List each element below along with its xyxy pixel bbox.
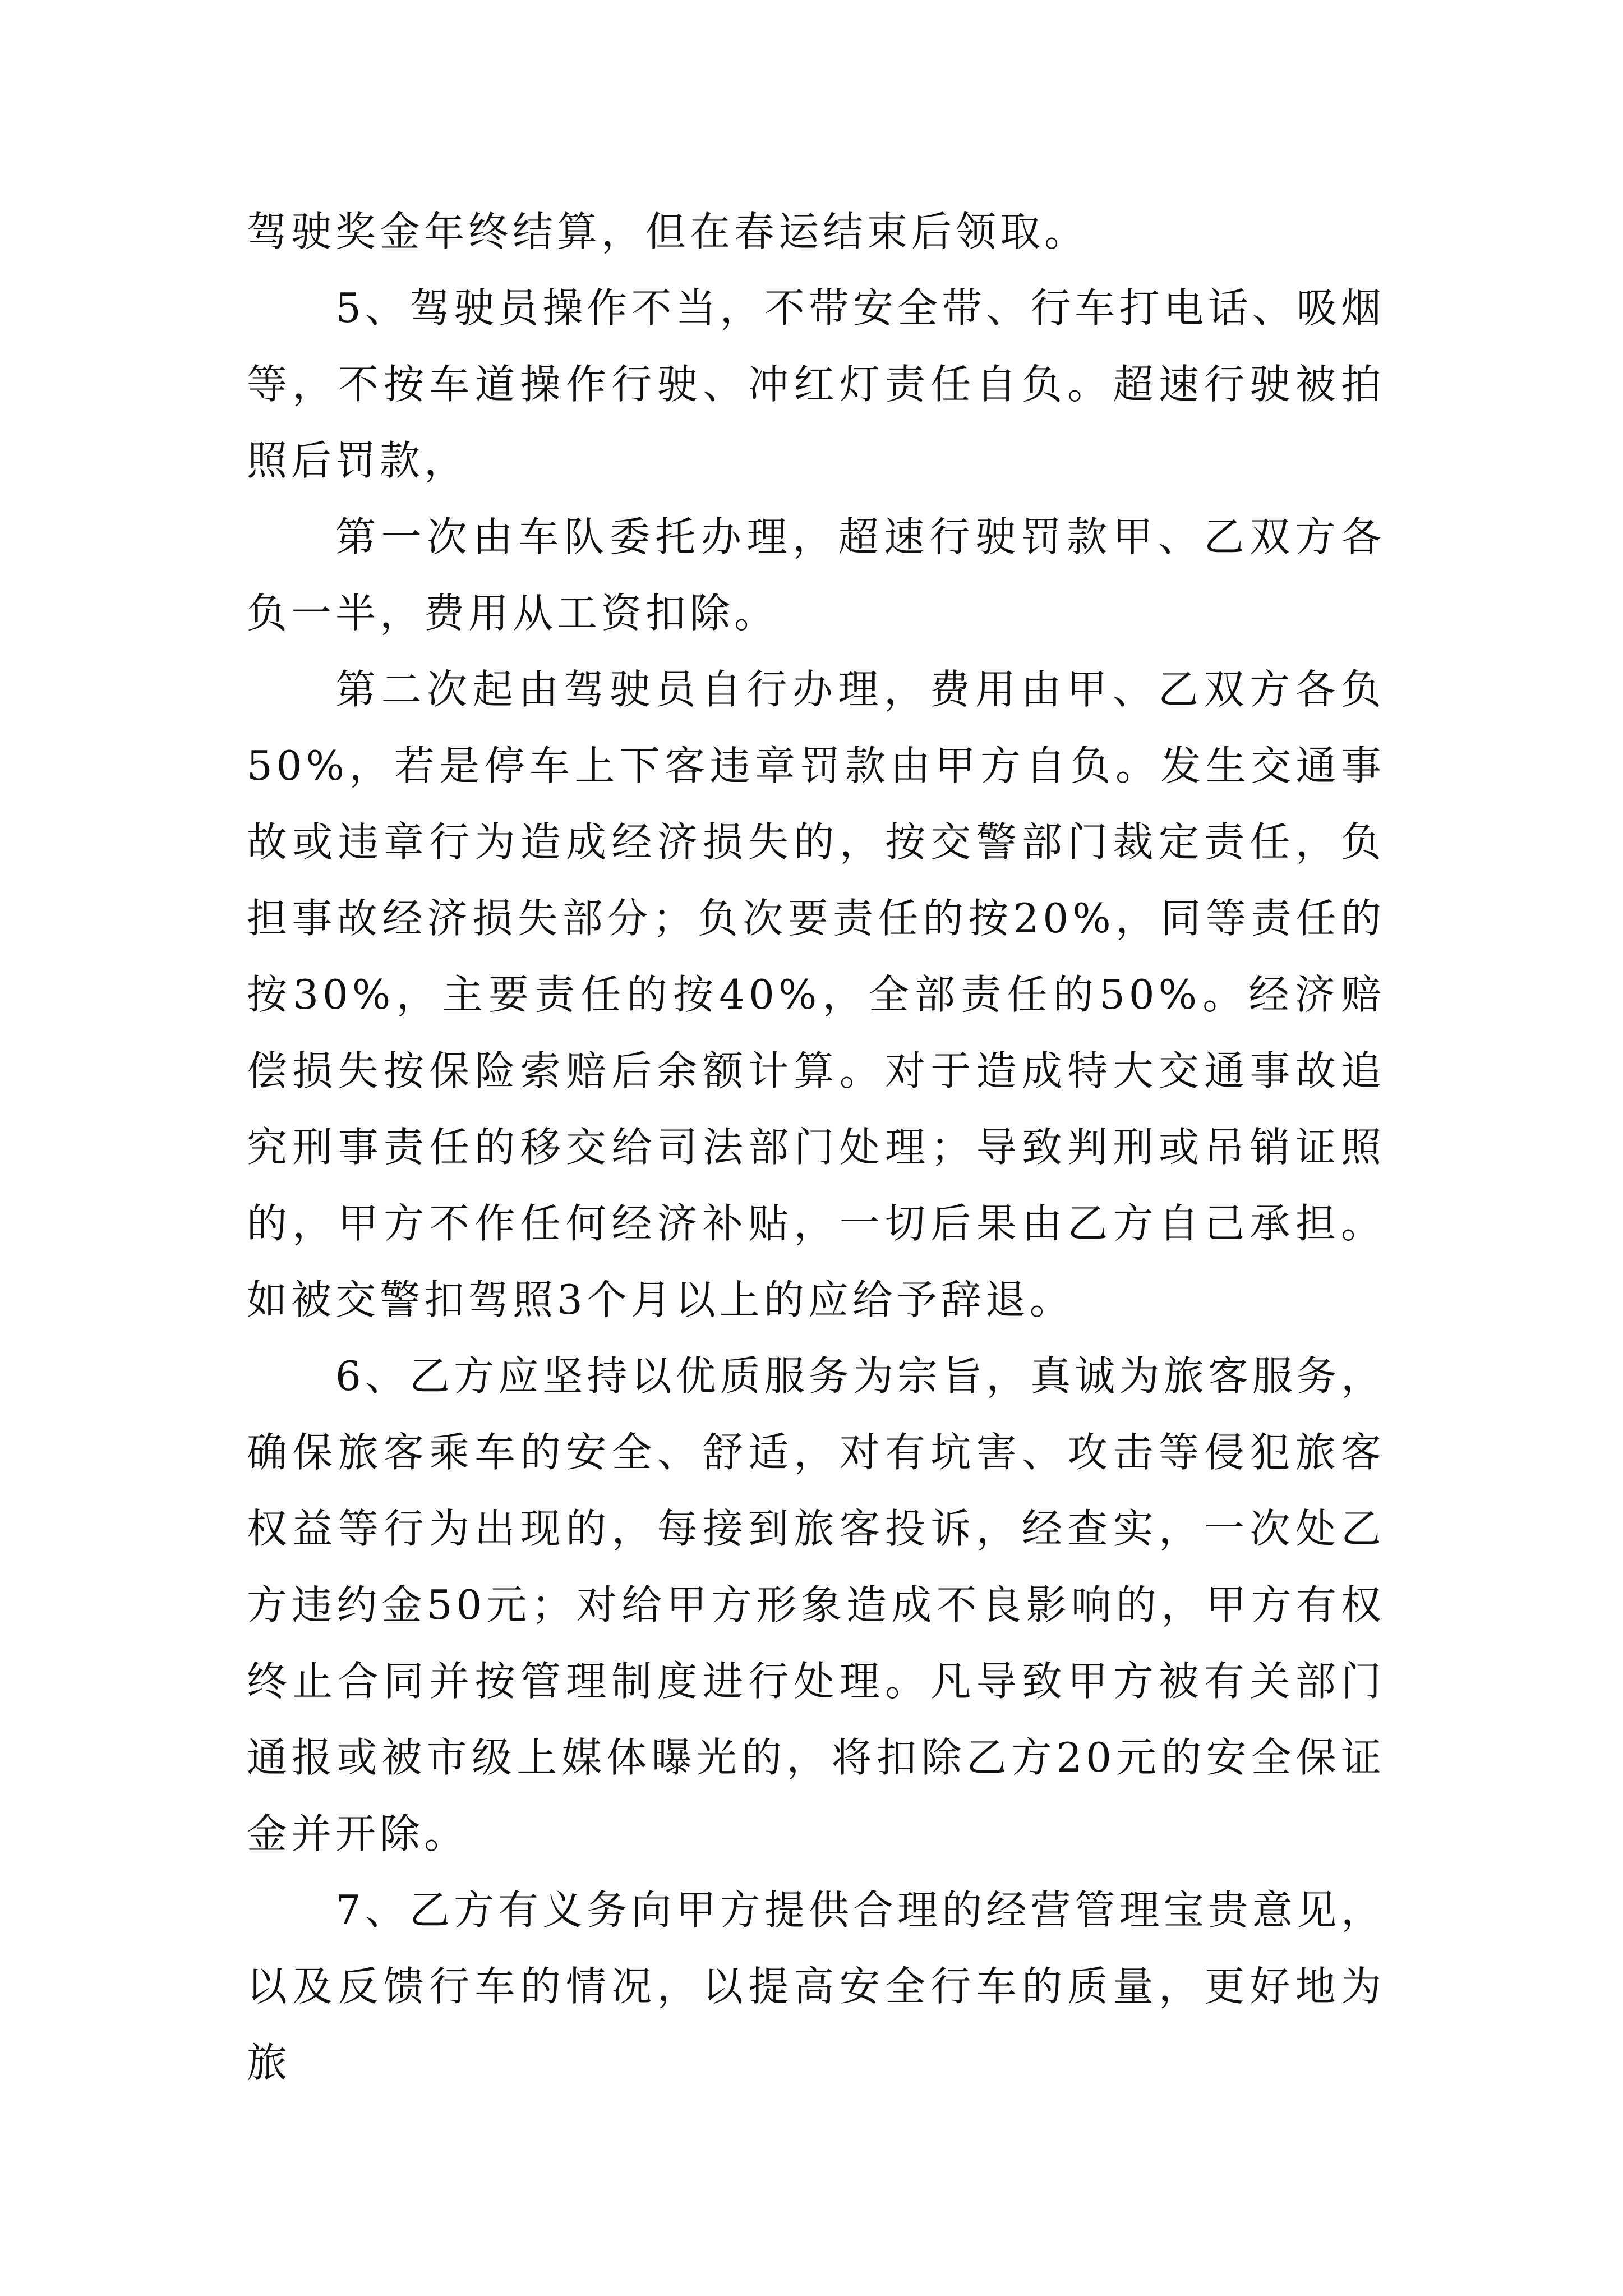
paragraph-6: 7、乙方有义务向甲方提供合理的经营管理宝贵意见，以及反馈行车的情况，以提高安全行车的质量，更好地为旅: [247, 1887, 1385, 2086]
paragraph-5: 6、乙方应坚持以优质服务为宗旨，真诚为旅客服务，确保旅客乘车的安全、舒适，对有坑害、攻击等侵犯旅客权益等行为出现的，每接到旅客投诉，经查实，一次处乙方违约金50元；对给甲方形象造成不良影响的，甲方有权终止合同并按管理制度进行处理。凡导致甲方被有关部门通报或被市级上媒体曝光的，将扣除乙方20元的安全保证金并开除。: [247, 1352, 1385, 1857]
paragraph-2: 5、驾驶员操作不当，不带安全带、行车打电话、吸烟等，不按车道操作行驶、冲红灯责任自负。超速行驶被拍照后罚款，: [247, 284, 1385, 484]
document-body: [247, 194, 1385, 2101]
paragraph-1: 驾驶奖金年终结算，但在春运结束后领取。: [247, 208, 1089, 255]
paragraph-4: 第二次起由驾驶员自行办理，费用由甲、乙双方各负50%，若是停车上下客违章罚款由甲方自负。发生交通事故或违章行为造成经济损失的，按交警部门裁定责任，负担事故经济损失部分；负次要责任的按20%，同等责任的按30%，主要责任的按40%，全部责任的50%。经济赔偿损失按保险索赔后余额计算。对于造成特大交通事故追究刑事责任的移交给司法部门处理；导致判刑或吊销证照的，甲方不作任何经济补贴，一切后果由乙方自己承担。如被交警扣驾照3个月以上的应给予辞退。: [247, 666, 1385, 1323]
paragraph-3: 第一次由车队委托办理，超速行驶罚款甲、乙双方各负一半，费用从工资扣除。: [247, 513, 1385, 637]
